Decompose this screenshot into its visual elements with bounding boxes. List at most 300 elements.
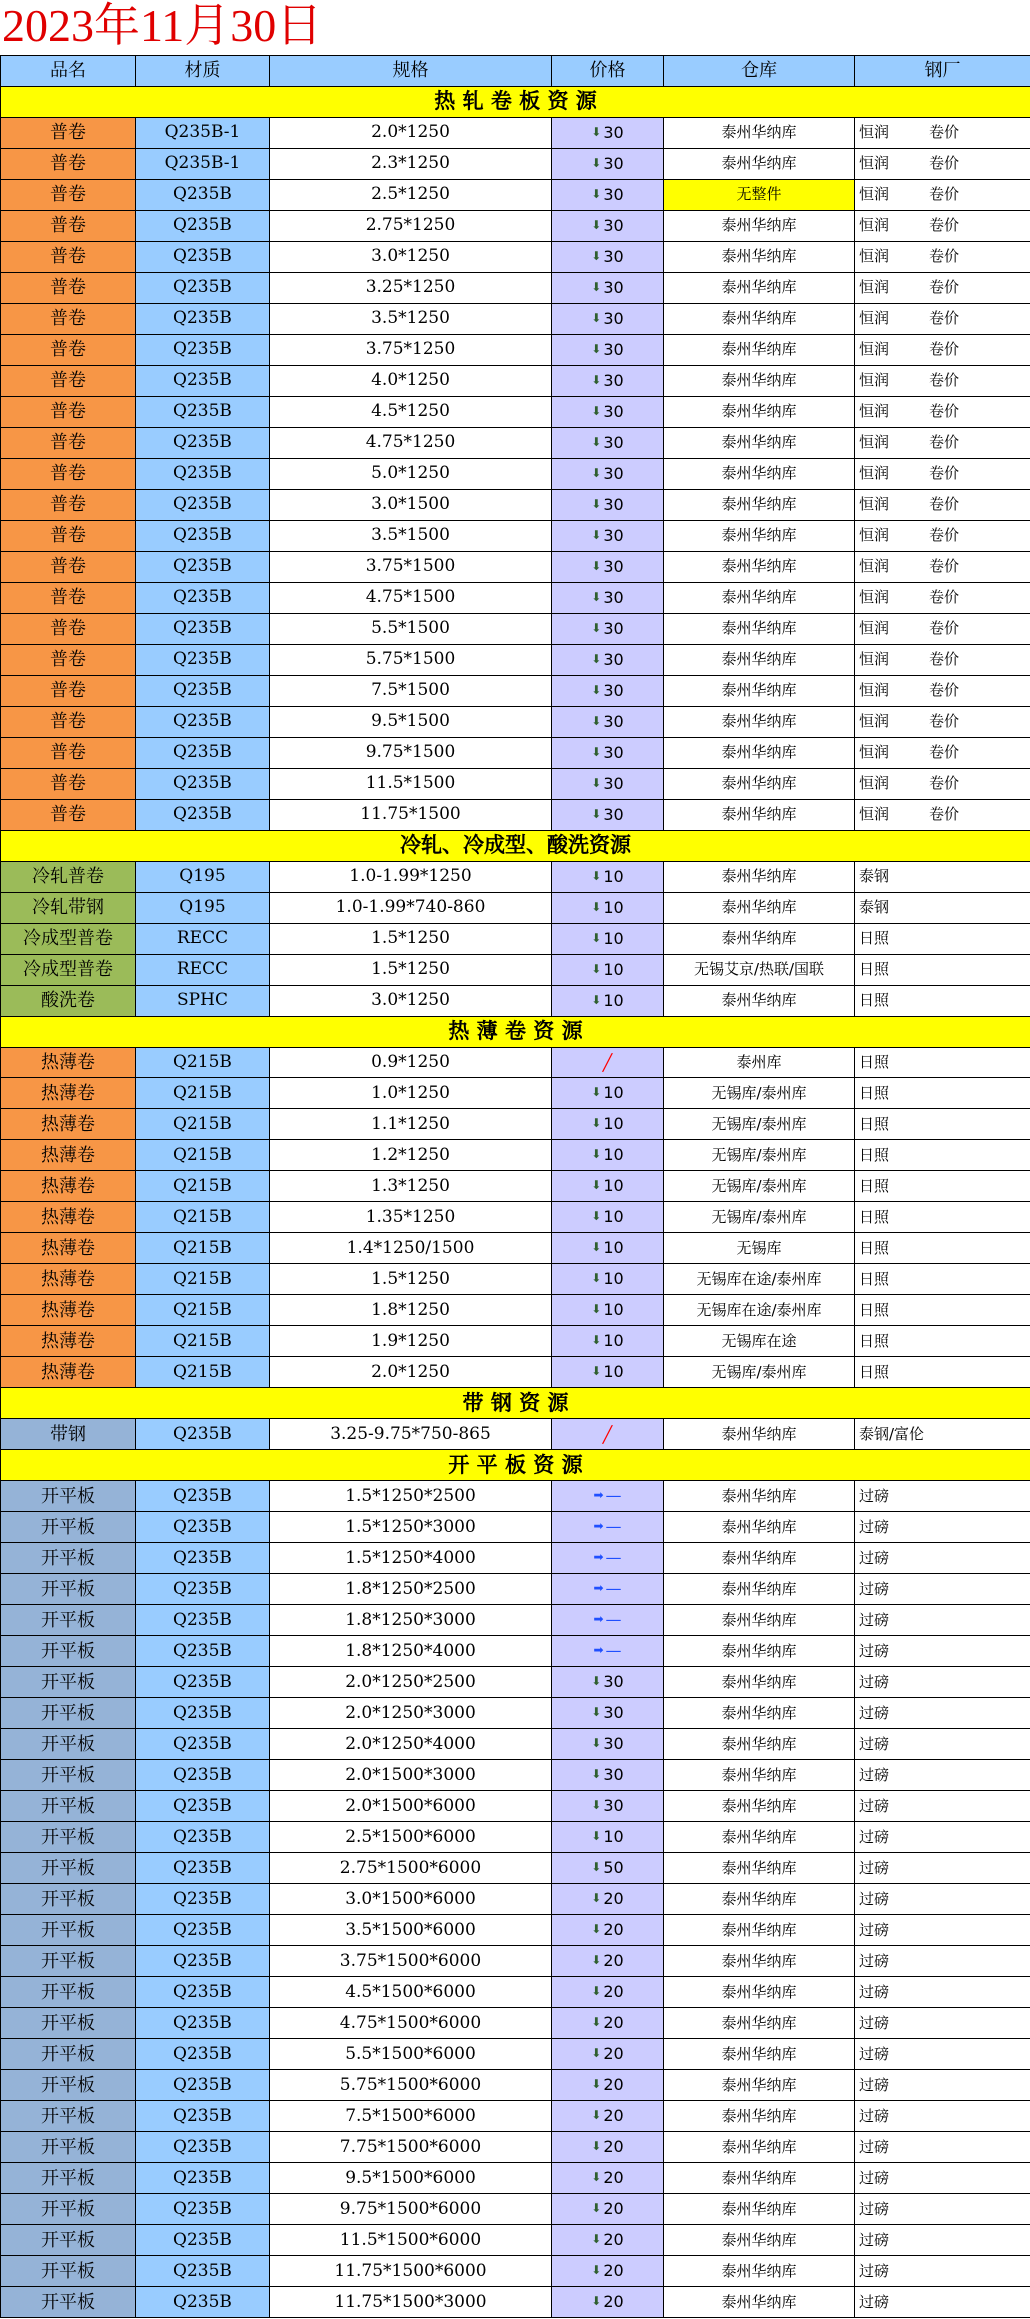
product-name-cell: 带钢 [1,1419,136,1450]
mill-cell [855,2070,1030,2101]
price-change-value: 30 [603,587,624,607]
price-change-value: 20 [603,2230,624,2250]
material-cell: Q235B [136,2194,270,2225]
price-cell [552,1233,664,1264]
warehouse-cell: 泰州华纳库 [664,1729,855,1760]
arrow-down-icon: ⬇ [591,2139,602,2154]
material-cell: Q235B [136,1760,270,1791]
arrow-down-icon: ⬇ [591,2015,602,2030]
price-cell [552,1140,664,1171]
arrow-right-icon: ➡ [593,1519,604,1534]
mill-name: 过磅 [859,1703,890,1722]
mill-name: 恒润 [859,433,890,452]
price-cell [552,1326,664,1357]
spec-cell: 1.8*1250*3000 [270,1605,552,1636]
warehouse-cell: 泰州华纳库 [664,520,855,551]
mill-name: 日照 [859,1269,890,1288]
price-change-value: 20 [603,2013,624,2033]
mill-cell [855,2194,1030,2225]
product-name-cell: 普卷 [1,582,136,613]
warehouse-cell: 泰州华纳库 [664,1977,855,2008]
price-change-value: 10 [603,1176,624,1196]
price-cell [552,923,664,954]
mill-cell [855,334,1030,365]
price-change-value: 30 [603,308,624,328]
product-name-cell: 冷成型普卷 [1,923,136,954]
material-cell: Q235B [136,706,270,737]
price-basis-tag: 卷价 [929,495,960,514]
mill-cell [855,1822,1030,1853]
mill-cell [855,1295,1030,1326]
price-change-value: 10 [603,1269,624,1289]
product-name-cell: 冷轧普卷 [1,861,136,892]
arrow-down-icon: ⬇ [591,1891,602,1906]
arrow-down-icon: ⬇ [591,899,602,914]
spec-cell: 3.0*1500*6000 [270,1884,552,1915]
arrow-down-icon: ⬇ [591,961,602,976]
price-change-value: 10 [603,928,624,948]
price-change-value: 30 [603,184,624,204]
table-row [1,1760,1030,1791]
warehouse-cell: 泰州华纳库 [664,2132,855,2163]
arrow-down-icon: ⬇ [591,558,602,573]
mill-cell [855,1760,1030,1791]
product-name-cell: 开平板 [1,1884,136,1915]
arrow-right-icon: ➡ [593,1643,604,1658]
price-change-value: 10 [603,1331,624,1351]
price-cell [552,1078,664,1109]
mill-name: 日照 [859,1207,890,1226]
material-cell: Q235B [136,458,270,489]
table-row [1,1822,1030,1853]
table-row [1,644,1030,675]
product-name-cell: 开平板 [1,1543,136,1574]
material-cell: Q215B [136,1109,270,1140]
spec-cell: 2.75*1250 [270,210,552,241]
arrow-down-icon: ⬇ [591,1364,602,1379]
warehouse-cell: 泰州华纳库 [664,2287,855,2318]
spec-cell: 4.0*1250 [270,365,552,396]
price-cell [552,985,664,1016]
spec-cell: 2.0*1250*3000 [270,1698,552,1729]
arrow-down-icon: ⬇ [591,930,602,945]
price-cell [552,1171,664,1202]
spec-cell: 2.75*1500*6000 [270,1853,552,1884]
price-change-value: 30 [603,742,624,762]
material-cell: Q235B [136,241,270,272]
header-mill: 钢厂 [855,56,1030,87]
material-cell: Q215B [136,1047,270,1078]
product-name-cell: 热薄卷 [1,1264,136,1295]
mill-name: 过磅 [859,1579,890,1598]
mill-name: 恒润 [859,154,890,173]
spec-cell: 7.5*1500*6000 [270,2101,552,2132]
product-name-cell: 热薄卷 [1,1140,136,1171]
spec-cell: 2.3*1250 [270,148,552,179]
warehouse-cell: 泰州华纳库 [664,1853,855,1884]
table-row [1,923,1030,954]
material-cell: Q235B [136,1667,270,1698]
table-row [1,117,1030,148]
section-title: 冷轧、冷成型、酸洗资源 [1,830,1030,861]
arrow-down-icon: ⬇ [591,1147,602,1162]
spec-cell: 5.5*1500*6000 [270,2039,552,2070]
section-row [1,830,1030,861]
arrow-right-icon: ➡ [593,1550,604,1565]
price-change-value: 30 [603,556,624,576]
warehouse-cell: 泰州华纳库 [664,799,855,830]
material-cell: Q235B [136,799,270,830]
spec-cell: 0.9*1250 [270,1047,552,1078]
spec-cell: 3.5*1500*6000 [270,1915,552,1946]
warehouse-cell: 泰州华纳库 [664,1481,855,1512]
table-row [1,1791,1030,1822]
spec-cell: 11.75*1500*6000 [270,2256,552,2287]
price-cell [552,2287,664,2318]
mill-cell [855,2039,1030,2070]
price-cell [552,1481,664,1512]
arrow-down-icon: ⬇ [591,465,602,480]
price-cell [552,303,664,334]
spec-cell: 2.0*1500*3000 [270,1760,552,1791]
warehouse-cell: 泰州华纳库 [664,737,855,768]
table-row [1,1884,1030,1915]
mill-cell [855,1481,1030,1512]
price-cell [552,1574,664,1605]
price-change-value: 30 [603,1765,624,1785]
product-name-cell: 开平板 [1,2039,136,2070]
spec-cell: 9.5*1500 [270,706,552,737]
mill-name: 日照 [859,929,890,948]
product-name-cell: 开平板 [1,1822,136,1853]
product-name-cell: 热薄卷 [1,1171,136,1202]
price-cell [552,954,664,985]
arrow-down-icon: ⬇ [591,992,602,1007]
warehouse-cell: 无锡库/泰州库 [664,1140,855,1171]
price-basis-tag: 卷价 [929,464,960,483]
arrow-down-icon: ⬇ [591,1302,602,1317]
arrow-down-icon: ⬇ [591,310,602,325]
table-row [1,2256,1030,2287]
arrow-down-icon: ⬇ [591,155,602,170]
spec-cell: 4.5*1500*6000 [270,1977,552,2008]
spec-cell: 2.0*1500*6000 [270,1791,552,1822]
price-cell [552,1636,664,1667]
price-change-value: 20 [603,1951,624,1971]
arrow-down-icon: ⬇ [591,868,602,883]
price-cell [552,2008,664,2039]
price-basis-tag: 卷价 [929,774,960,793]
spec-cell: 1.8*1250*4000 [270,1636,552,1667]
price-cell [552,551,664,582]
spec-cell: 1.35*1250 [270,1202,552,1233]
price-change-value: 20 [603,2292,624,2312]
price-change-value: 20 [603,1889,624,1909]
mill-cell [855,303,1030,334]
mill-cell [855,706,1030,737]
arrow-right-icon: ➡ [593,1612,604,1627]
arrow-down-icon: ⬇ [591,1829,602,1844]
material-cell: Q235B [136,2008,270,2039]
warehouse-cell: 泰州华纳库 [664,1822,855,1853]
table-row [1,303,1030,334]
product-name-cell: 普卷 [1,396,136,427]
spec-cell: 11.75*1500 [270,799,552,830]
price-cell [552,768,664,799]
product-name-cell: 开平板 [1,1512,136,1543]
mill-name: 过磅 [859,1951,890,1970]
arrow-down-icon: ⬇ [591,2077,602,2092]
mill-name: 泰钢 [859,898,890,917]
mill-name: 日照 [859,960,890,979]
price-cell [552,582,664,613]
material-cell: Q235B [136,2132,270,2163]
price-change-value: — [605,1610,622,1630]
warehouse-cell: 泰州华纳库 [664,613,855,644]
warehouse-cell: 无锡库在途/泰州库 [664,1264,855,1295]
product-name-cell: 开平板 [1,2101,136,2132]
warehouse-cell: 泰州华纳库 [664,2194,855,2225]
price-cell [552,613,664,644]
table-row [1,1915,1030,1946]
mill-name: 日照 [859,991,890,1010]
spec-cell: 1.8*1250*2500 [270,1574,552,1605]
price-change-value: 30 [603,618,624,638]
spec-cell: 4.5*1250 [270,396,552,427]
price-cell [552,2225,664,2256]
price-change-value: 30 [603,153,624,173]
table-row [1,458,1030,489]
material-cell: Q215B [136,1171,270,1202]
mill-name: 恒润 [859,743,890,762]
mill-cell [855,2256,1030,2287]
mill-name: 日照 [859,1362,890,1381]
material-cell: Q215B [136,1357,270,1388]
price-change-value: 30 [603,1734,624,1754]
material-cell: SPHC [136,985,270,1016]
table-row [1,1605,1030,1636]
arrow-down-icon: ⬇ [591,1984,602,1999]
material-cell: Q235B [136,396,270,427]
table-row [1,210,1030,241]
price-change-value: 10 [603,897,624,917]
product-name-cell: 开平板 [1,1977,136,2008]
mill-cell [855,1884,1030,1915]
product-name-cell: 热薄卷 [1,1233,136,1264]
product-name-cell: 普卷 [1,737,136,768]
table-row [1,582,1030,613]
product-name-cell: 普卷 [1,551,136,582]
mill-name: 恒润 [859,495,890,514]
material-cell: Q215B [136,1264,270,1295]
mill-cell [855,892,1030,923]
table-row [1,334,1030,365]
table-row [1,272,1030,303]
product-name-cell: 普卷 [1,427,136,458]
material-cell: Q195 [136,861,270,892]
product-name-cell: 开平板 [1,2132,136,2163]
material-cell: Q235B [136,1419,270,1450]
mill-cell [855,427,1030,458]
mill-name: 恒润 [859,526,890,545]
arrow-down-icon: ⬇ [591,1674,602,1689]
price-change-value: 10 [603,1083,624,1103]
spec-cell: 1.5*1250 [270,954,552,985]
warehouse-cell: 泰州华纳库 [664,644,855,675]
spec-cell: 3.75*1500 [270,551,552,582]
mill-name: 恒润 [859,712,890,731]
spec-cell: 9.75*1500 [270,737,552,768]
price-cell [552,2163,664,2194]
price-cell [552,427,664,458]
warehouse-cell: 泰州华纳库 [664,923,855,954]
table-row [1,737,1030,768]
spec-cell: 1.2*1250 [270,1140,552,1171]
material-cell: Q215B [136,1295,270,1326]
mill-cell [855,2287,1030,2318]
mill-cell [855,2225,1030,2256]
product-name-cell: 热薄卷 [1,1078,136,1109]
price-change-value: 10 [603,1238,624,1258]
price-cell [552,520,664,551]
spec-cell: 9.5*1500*6000 [270,2163,552,2194]
price-basis-tag: 卷价 [929,123,960,142]
product-name-cell: 热薄卷 [1,1357,136,1388]
price-change-value: 20 [603,2106,624,2126]
price-change-value: — [605,1486,622,1506]
header-warehouse: 仓库 [664,56,855,87]
mill-name: 过磅 [859,2106,890,2125]
spec-cell: 1.0*1250 [270,1078,552,1109]
warehouse-cell: 泰州华纳库 [664,1946,855,1977]
mill-cell [855,799,1030,830]
price-change-value: 10 [603,990,624,1010]
section-row [1,1450,1030,1481]
arrow-down-icon: ⬇ [591,1922,602,1937]
price-basis-tag: 卷价 [929,402,960,421]
material-cell: Q235B [136,2287,270,2318]
material-cell: Q235B [136,1574,270,1605]
mill-name: 恒润 [859,774,890,793]
warehouse-cell: 无锡库在途 [664,1326,855,1357]
material-cell: Q235B [136,427,270,458]
table-row [1,861,1030,892]
warehouse-cell: 泰州华纳库 [664,2039,855,2070]
price-basis-tag: 卷价 [929,371,960,390]
product-name-cell: 普卷 [1,799,136,830]
material-cell: Q235B-1 [136,148,270,179]
price-cell [552,1822,664,1853]
mill-cell [855,675,1030,706]
table-row [1,396,1030,427]
mill-name: 过磅 [859,1641,890,1660]
price-change-value: 30 [603,711,624,731]
mill-name: 过磅 [859,1827,890,1846]
mill-name: 过磅 [859,2199,890,2218]
price-change-value: 30 [603,277,624,297]
arrow-down-icon: ⬇ [591,620,602,635]
mill-name: 过磅 [859,1796,890,1815]
warehouse-cell: 泰州华纳库 [664,2070,855,2101]
price-cell [552,1667,664,1698]
warehouse-cell: 泰州华纳库 [664,1605,855,1636]
arrow-down-icon: ⬇ [591,341,602,356]
mill-name: 过磅 [859,1920,890,1939]
table-row [1,892,1030,923]
product-name-cell: 普卷 [1,644,136,675]
table-row [1,2163,1030,2194]
product-name-cell: 普卷 [1,675,136,706]
mill-name: 恒润 [859,216,890,235]
product-name-cell: 开平板 [1,1605,136,1636]
section-row [1,1388,1030,1419]
warehouse-cell: 无锡库/泰州库 [664,1109,855,1140]
price-cell [552,1853,664,1884]
material-cell: Q235B [136,2225,270,2256]
price-cell [552,2132,664,2163]
price-cell [552,2101,664,2132]
material-cell: Q235B [136,1946,270,1977]
price-change-value: 20 [603,1920,624,1940]
spec-cell: 1.5*1250 [270,1264,552,1295]
mill-name: 过磅 [859,1517,890,1536]
arrow-down-icon: ⬇ [591,2294,602,2309]
table-row [1,1326,1030,1357]
material-cell: Q235B [136,551,270,582]
price-cell [552,1109,664,1140]
product-name-cell: 冷成型普卷 [1,954,136,985]
mill-cell [855,1202,1030,1233]
spec-cell: 7.75*1500*6000 [270,2132,552,2163]
arrow-down-icon: ⬇ [591,496,602,511]
mill-cell [855,1698,1030,1729]
mill-name: 恒润 [859,805,890,824]
mill-name: 日照 [859,1238,890,1257]
material-cell: Q235B [136,1698,270,1729]
mill-cell [855,1326,1030,1357]
mill-cell [855,210,1030,241]
table-row [1,2039,1030,2070]
warehouse-cell: 无锡库/泰州库 [664,1078,855,1109]
product-name-cell: 热薄卷 [1,1295,136,1326]
material-cell: Q215B [136,1233,270,1264]
table-row [1,1078,1030,1109]
table-row [1,1047,1030,1078]
arrow-down-icon: ⬇ [591,1333,602,1348]
spec-cell: 7.5*1500 [270,675,552,706]
spec-cell: 9.75*1500*6000 [270,2194,552,2225]
table-row [1,1574,1030,1605]
warehouse-cell: 泰州华纳库 [664,458,855,489]
mill-name: 过磅 [859,1486,890,1505]
product-name-cell: 普卷 [1,179,136,210]
material-cell: Q235B [136,1729,270,1760]
mill-cell [855,613,1030,644]
section-title: 开 平 板 资 源 [1,1450,1030,1481]
price-change-value: 10 [603,1207,624,1227]
arrow-down-icon: ⬇ [591,1178,602,1193]
product-name-cell: 开平板 [1,1915,136,1946]
product-name-cell: 开平板 [1,2070,136,2101]
material-cell: Q235B [136,2039,270,2070]
price-change-value: — [605,1548,622,1568]
price-change-value: 10 [603,1145,624,1165]
price-change-value: 10 [603,1827,624,1847]
price-cell [552,1884,664,1915]
mill-name: 恒润 [859,278,890,297]
mill-cell [855,2163,1030,2194]
product-name-cell: 开平板 [1,1698,136,1729]
